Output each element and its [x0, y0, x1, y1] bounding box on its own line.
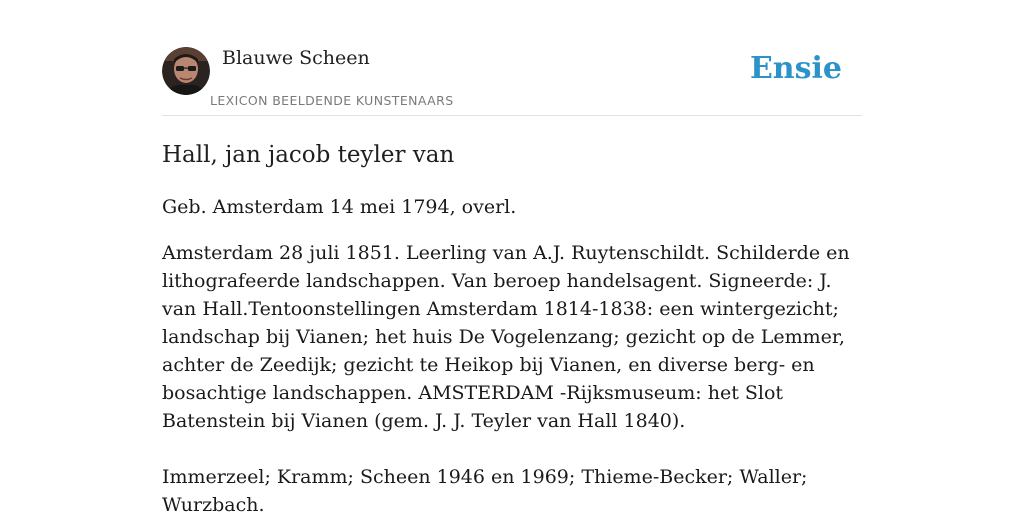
page-title: Hall, jan jacob teyler van — [162, 142, 455, 168]
lexicon-label[interactable]: LEXICON BEELDENDE KUNSTENAARS — [210, 93, 454, 108]
article-lead: Geb. Amsterdam 14 mei 1794, overl. — [162, 196, 517, 218]
author-avatar[interactable] — [162, 47, 210, 95]
article-references: Immerzeel; Kramm; Scheen 1946 en 1969; Thieme-Becker; Waller; Wurzbach. — [162, 466, 808, 516]
author-name[interactable]: Blauwe Scheen — [222, 47, 370, 69]
article-card — [162, 40, 862, 516]
avatar-photo-icon — [162, 47, 210, 95]
article-paragraph: Amsterdam 28 juli 1851. Leerling van A.J. Ruytenschildt. Schilderde en lithografeerde landschappen. Van beroep handelsagent. Signeerde: J. van Hall.Tentoonstellingen Amsterdam 1814-1838: een wintergezicht; landschap bij Vianen; het huis De Vogelenzang; gezicht op de Lemmer, achter de Zeedijk; gezicht te Heikop bij Vianen, en diverse berg- en bosachtige landschappen. AMSTERDAM -Rijksmuseum: het Slot Batenstein bij Vianen (gem. J. J. Teyler van Hall 1840). — [162, 242, 850, 432]
article-header — [162, 40, 862, 116]
article-body — [162, 239, 862, 519]
ensie-logo[interactable]: Ensie — [749, 51, 842, 86]
